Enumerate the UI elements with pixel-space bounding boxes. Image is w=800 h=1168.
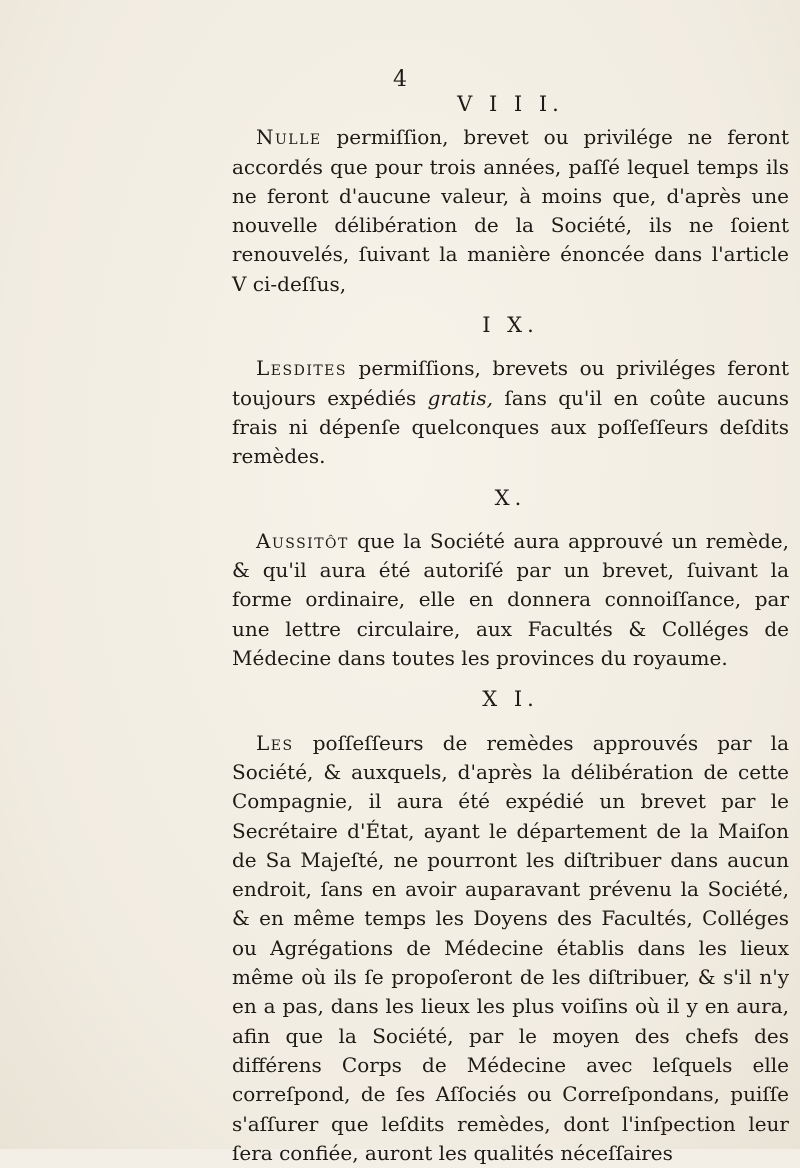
article-paragraph-11 [232,729,789,1168]
article-heading-9: I X. [482,313,539,338]
article-paragraph-9 [232,354,789,471]
article-paragraph-10 [232,527,789,673]
paragraph-text: permiſſion, brevet ou privilége ne feront accordés que pour trois années, paſſé lequel temps ils ne feront d'aucune valeur, à moins que, d'après une nouvelle délibération de la Société, ils ne ſoient renouvelés, ſuivant la manière énoncée dans l'article V ci-deſſus, [232,125,789,296]
lead-word: Lesdites [256,356,347,381]
article-heading-10: X. [494,485,527,510]
paragraph-text: que la Société aura approuvé un remède, & qu'il aura été autoriſé par un brevet, ſuivant la forme ordinaire, elle en donnera connoiſſance, par une lettre circulaire, aux Facultés & Colléges de Médecine dans toutes les provinces du royaume. [232,528,789,671]
article-heading-11: X I. [482,687,539,712]
paragraph-text: poſſeſſeurs de remèdes approuvés par la Société, & auxquels, d'après la délibération de cette Compagnie, il aura été expédié un brevet par le Secrétaire d'État, ayant le département de la Maiſon de Sa Majeſté, ne pourront les diſtribuer dans aucun endroit, ſans en avoir auparavant prévenu la Société, & en même temps les Doyens des Facultés, Colléges ou Agrégations de Médecine établis dans les lieux même où ils ſe propoſeront de les diſtribuer, & s'il n'y en a pas, dans les lieux les plus voiſins où il y en aura, afin que la Société, par le moyen des chefs des différens Corps de Médecine avec leſquels elle correſpond, de ſes Aſſociés ou Correſpondans, puiſſe s'aſſurer que leſdits remèdes, dont l'inſpection leur ſera confiée, auront les qualités néceſſaires [232,730,789,1165]
article-heading-8: V I I I. [457,92,564,116]
lead-word: Aussitôt [256,528,349,553]
italic-word: gratis, [427,385,494,410]
article-paragraph-8 [232,123,789,299]
text-block [232,90,789,1168]
paragraph-text: permiſſions, brevets ou priviléges feront toujours expédiés [232,356,789,410]
lead-word: Les [256,730,294,755]
page-number: 4 [393,67,407,92]
lead-word: Nulle [256,125,322,150]
paragraph-text: ſans qu'il en coûte aucuns frais ni dépenſe quelconques aux poſſeſſeurs deſdits remèdes. [232,385,789,469]
